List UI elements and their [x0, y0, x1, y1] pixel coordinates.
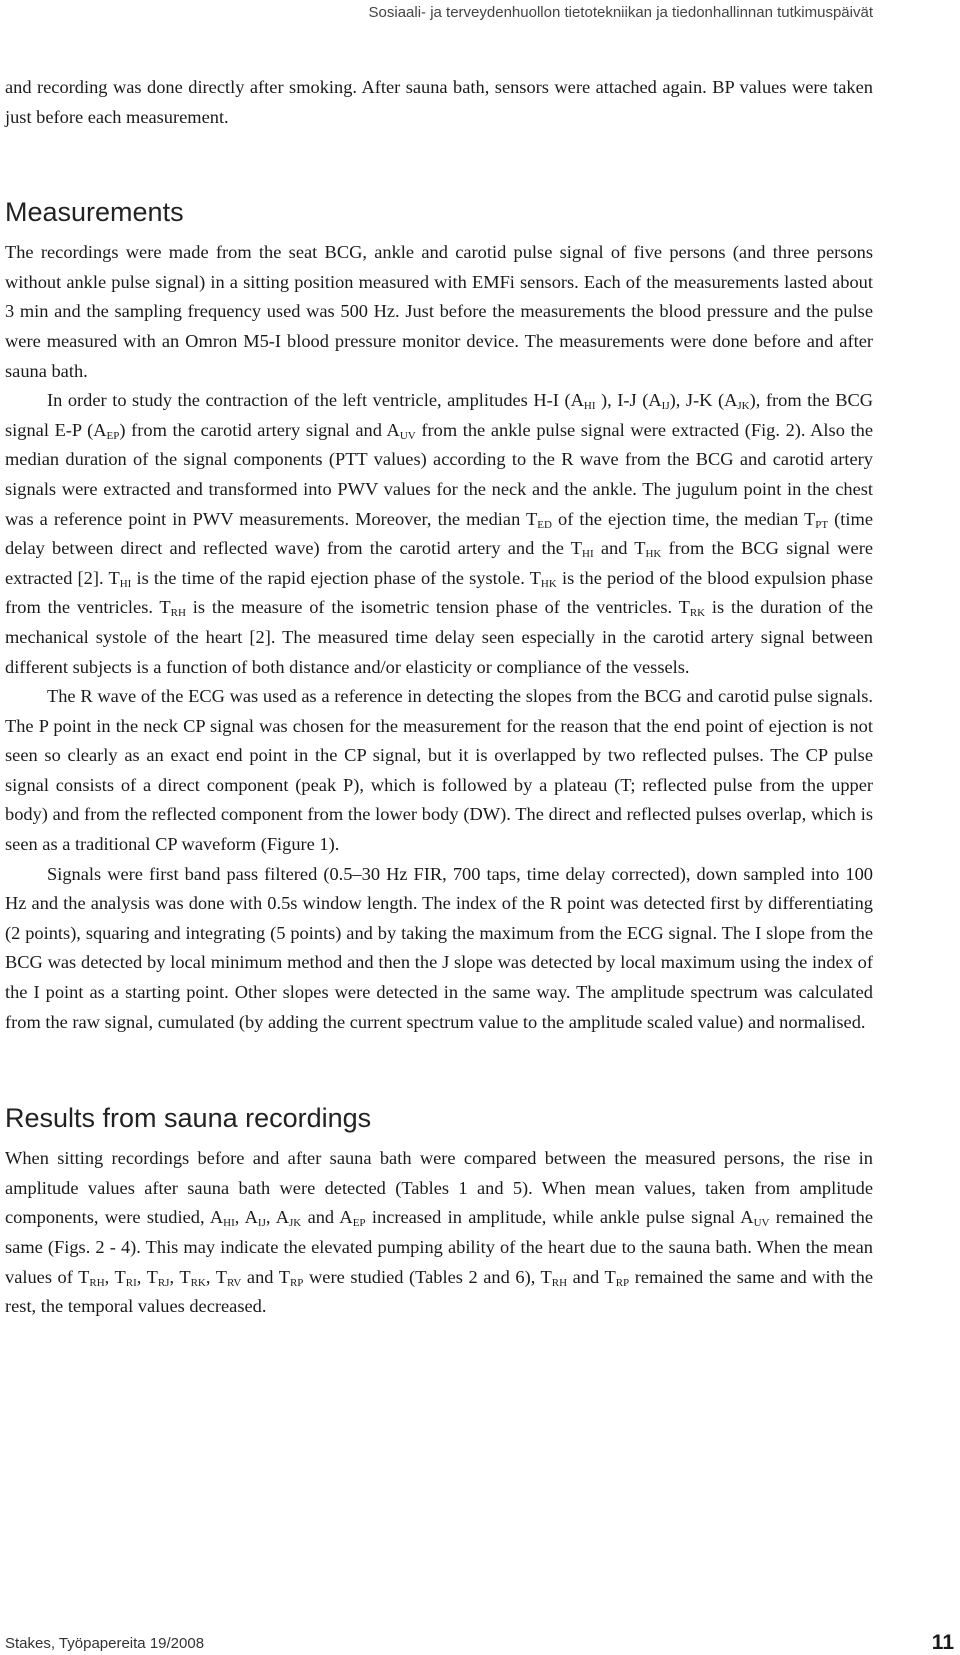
- measurements-paragraph-4: Signals were first band pass filtered (0.5–30 Hz FIR, 700 taps, time delay corrected), down sampled into 100 Hz and the analysis was done with 0.5s window length. The index of the R point was detected first by differentiating (2 points), squaring and integrating (5 points) and by taking the maximum from the ECG signal. The I slope from the BCG was detected by local minimum method and then the J slope was detected by local maximum using the index of the I point as a starting point. Other slopes were detected in the same way. The amplitude spectrum was calculated from the raw signal, cumulated (by adding the current spectrum value to the amplitude scaled value) and normalised.: [5, 863, 873, 1032]
- page-number: 11: [931, 1631, 954, 1654]
- measurements-paragraph-3: The R wave of the ECG was used as a reference in detecting the slopes from the BCG and carotid pulse signals. The P point in the neck CP signal was chosen for the measurement for the reason that the end point of ejection is not seen so clearly as an exact end point in the CP signal, but it is overlapped by two reflected pulses. The CP pulse signal consists of a direct component (peak P), which is followed by a plateau (T; reflected pulse from the upper body) and from the reflected component from the lower body (DW). The direct and reflected pulses overlap, which is seen as a traditional CP waveform (Figure 1).: [5, 686, 873, 855]
- measurements-paragraph-2: In order to study the contraction of the left ventricle, amplitudes H-I ($A_{HI}$ ), I-J $(A_{IJ})$, J-K $(A_{JK})$, from the BCG signal E-P $(A_{EP})$ from the carotid artery signal and $A_{UV}$ from the ankle pulse signal were extracted (Fig. 2). Also the median duration of the signal components (PTT values) according to the R wave from the BCG and carotid artery signals were extracted and transformed into PWV values for the neck and the ankle. The jugulum point in the chest was a reference point in PWV measurements. Moreover, the median $T_{ED}$ of the ejection time, the median $T_{PT}$ (time delay between direct and reflected wave) from the carotid artery and the $T_{HI}$ and $T_{HK}$ from the BCG signal were extracted [2]. $T_{HI}$ is the time of the rapid ejection phase of the systole. $T_{HK}$ is the period of the blood expulsion phase from the ventricles. $T_{RH}$ is the measure of the isometric tension phase of the ventricles. $T_{RK}$ is the duration of the mechanical systole of the heart [2]. The measured time delay seen especially in the carotid artery signal between different subjects is a function of both distance and/or elasticity or compliance of the vessels.: [5, 390, 874, 677]
- results-paragraph-1: When sitting recordings before and after sauna bath were compared between the measured persons, the rise in amplitude values after sauna bath were detected (Tables 1 and 5). When mean values, taken from amplitude components, were studied, $A_{HI}$, $A_{IJ}$, $A_{JK}$ and $A_{EP}$ increased in amplitude, while ankle pulse signal $A_{UV}$ remained the same (Figs. 2 - 4). This may indicate the elevated pumping ability of the heart due to the sauna bath. When the mean values of $T_{RH}$, $T_{RI}$, $T_{RJ}$, $T_{RK}$, $T_{RV}$ and $T_{RP}$ were studied (Tables 2 and 6), $T_{RH}$ and $T_{RP}$ remained the same and with the rest, the temporal values decreased.: [5, 1148, 874, 1317]
- section-heading-measurements: Measurements: [5, 197, 184, 228]
- page-content: [5, 73, 873, 1322]
- measurements-paragraph-1: The recordings were made from the seat BCG, ankle and carotid pulse signal of five persons (and three persons without ankle pulse signal) in a sitting position measured with EMFi sensors. Each of the measurements lasted about 3 min and the sampling frequency used was 500 Hz. Just before the measurements the blood pressure and the pulse were measured with an Omron M5-I blood pressure monitor device. The measurements were done before and after sauna bath.: [5, 242, 873, 381]
- running-header: Sosiaali- ja terveydenhuollon tietotekniikan ja tiedonhallinnan tutkimuspäivät: [368, 4, 873, 21]
- intro-paragraph: and recording was done directly after smoking. After sauna bath, sensors were attached again. BP values were taken just before each measurement.: [5, 77, 873, 127]
- section-heading-results: Results from sauna recordings: [5, 1103, 372, 1134]
- footer-source: Stakes, Työpapereita 19/2008: [5, 1635, 205, 1652]
